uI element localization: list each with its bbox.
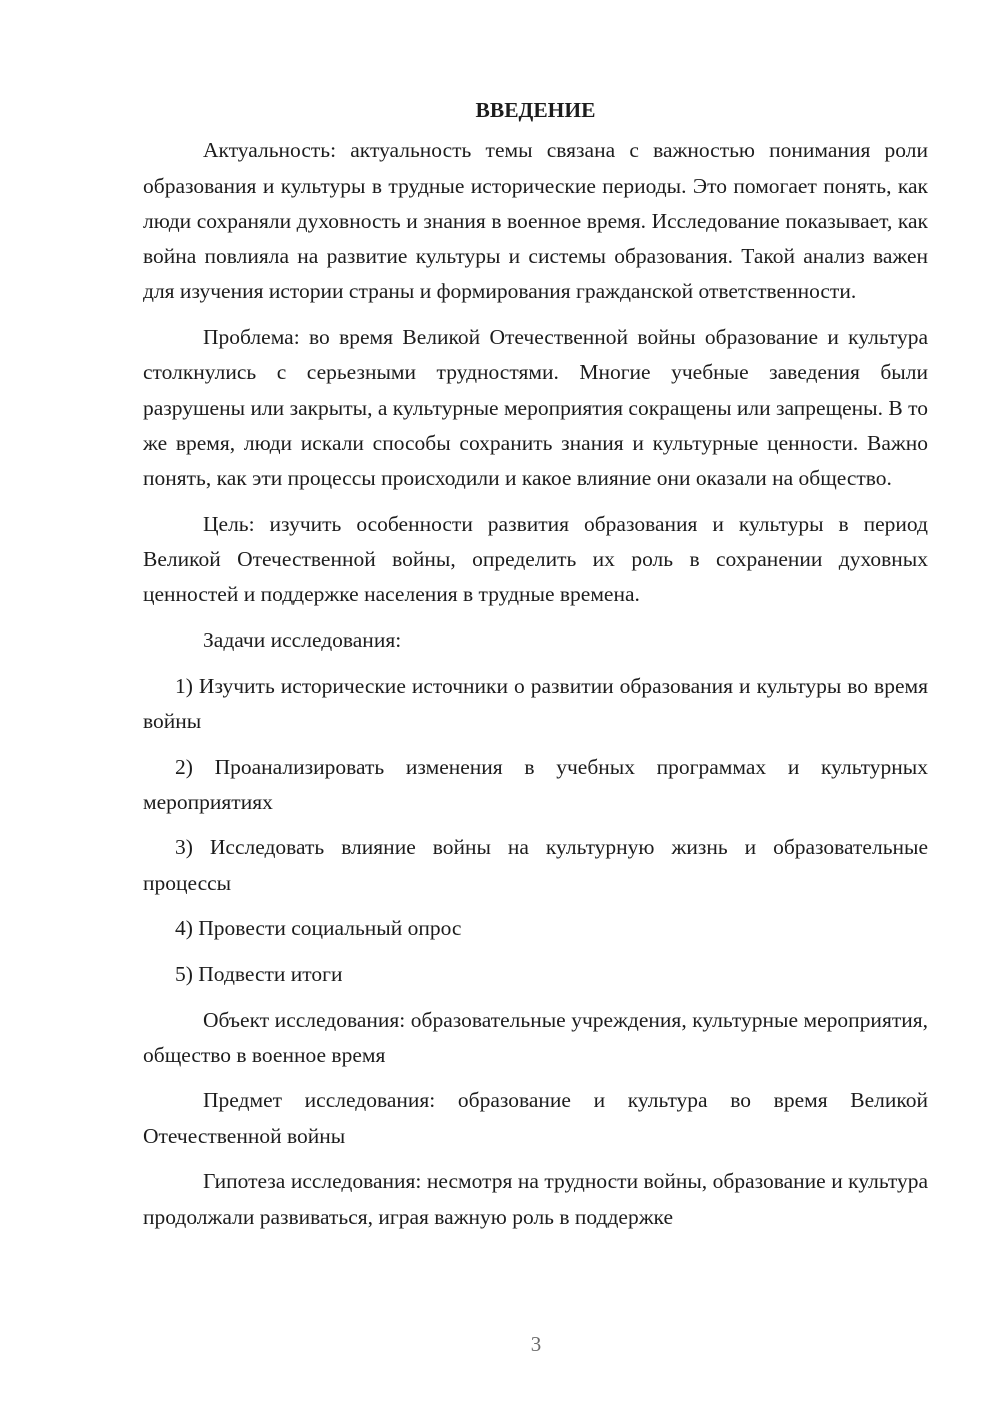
paragraph-tasks-heading: Задачи исследования: bbox=[203, 628, 402, 653]
task-item-5: 5) Подвести итоги bbox=[175, 961, 343, 986]
paragraph-subject: Предмет исследования: образование и культура во время Великой Отечественной войны bbox=[143, 1088, 928, 1148]
page-title: ВВЕДЕНИЕ bbox=[475, 98, 596, 122]
task-item-3: 3) Исследовать влияние войны на культурную жизнь и образовательные процессы bbox=[143, 835, 928, 895]
task-item-4: 4) Провести социальный опрос bbox=[175, 916, 462, 941]
paragraph-goal: Цель: изучить особенности развития образования и культуры в период Великой Отечественной войны, определить их роль в сохранении духовных ценностей и поддержке населения в трудные времена. bbox=[143, 511, 928, 607]
paragraph-problem: Проблема: во время Великой Отечественной войны образование и культура столкнулись с серьезными трудностями. Многие учебные заведения были разрушены или закрыты, а культурные мероприятия сокращены или запрещены. В то же время, люди искали способы сохранить знания и культурные ценности. Важно понять, как эти процессы происходили и какое влияние они оказали на общество. bbox=[143, 325, 928, 491]
paragraph-object: Объект исследования: образовательные учреждения, культурные мероприятия, общество в военное время bbox=[143, 1007, 928, 1067]
task-item-1: 1) Изучить исторические источники о развитии образования и культуры во время войны bbox=[143, 673, 928, 733]
paragraph-hypothesis: Гипотеза исследования: несмотря на трудности войны, образование и культура продолжали развиваться, играя важную роль в поддержке bbox=[143, 1169, 928, 1229]
task-item-2: 2) Проанализировать изменения в учебных программах и культурных мероприятиях bbox=[143, 754, 928, 814]
page-number: 3 bbox=[530, 1332, 542, 1356]
document-body bbox=[143, 93, 928, 1245]
paragraph-relevance: Актуальность: актуальность темы связана с важностью понимания роли образования и культуры в трудные исторические периоды. Это помогает понять, как люди сохраняли духовность и знания в военное время. Исследование показывает, как война повлияла на развитие культуры и системы образования. Такой анализ важен для изучения истории страны и формирования гражданской ответственности. bbox=[143, 138, 928, 304]
